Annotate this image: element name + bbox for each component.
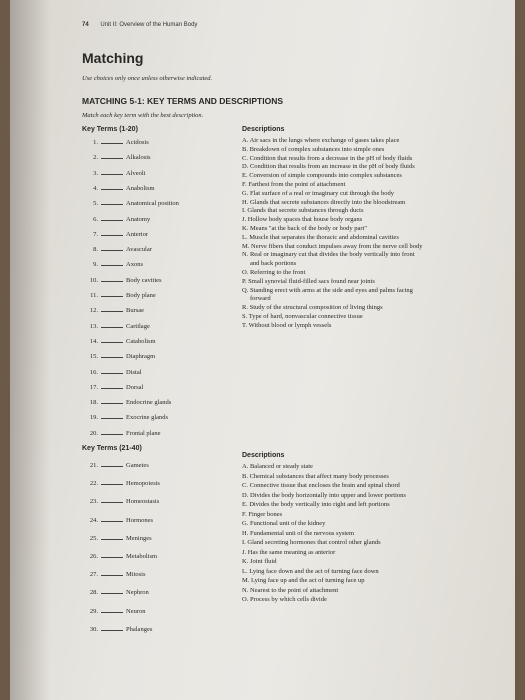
- answer-blank[interactable]: [101, 291, 123, 297]
- answer-blank[interactable]: [101, 215, 123, 221]
- term-label: Anabolism: [126, 184, 155, 192]
- term-label: Hormones: [126, 516, 154, 524]
- term-row: [82, 588, 149, 596]
- description-item: Q. Standing erect with arms at the side and eyes and palms facing: [242, 286, 413, 294]
- term-row: [82, 230, 148, 238]
- answer-blank[interactable]: [101, 398, 123, 404]
- description-item: D. Divides the body horizontally into upper and lower portions: [242, 491, 406, 499]
- answer-blank[interactable]: [101, 461, 123, 467]
- term-row: [82, 461, 149, 469]
- term-row: [82, 337, 156, 345]
- term-number: 27.: [89, 571, 98, 579]
- term-label: Body cavities: [126, 276, 162, 284]
- term-label: Neuron: [126, 607, 146, 615]
- section-title: MATCHING 5-1: KEY TERMS AND DESCRIPTIONS: [82, 96, 284, 106]
- term-label: Body plane: [126, 292, 156, 299]
- term-row: [82, 352, 155, 360]
- term-number: 12.: [89, 307, 98, 315]
- term-label: Homeostasis: [126, 498, 160, 506]
- description-item: forward: [250, 295, 271, 303]
- description-item: E. Divides the body vertically into right and left portions: [242, 501, 390, 508]
- term-number: 19.: [89, 414, 98, 422]
- term-row: [82, 429, 160, 437]
- term-number: 21.: [89, 462, 98, 469]
- term-row: [82, 138, 149, 146]
- term-row: [82, 153, 151, 161]
- term-row: [82, 607, 146, 615]
- term-number: 8.: [93, 246, 98, 254]
- answer-blank[interactable]: [101, 383, 123, 389]
- term-label: Anterior: [126, 230, 149, 238]
- answer-blank[interactable]: [101, 169, 123, 175]
- term-row: [82, 322, 150, 330]
- answer-blank[interactable]: [101, 570, 123, 576]
- term-row: [82, 625, 152, 633]
- answer-blank[interactable]: [101, 322, 123, 328]
- term-number: 30.: [89, 625, 98, 633]
- term-label: Bursae: [126, 307, 145, 315]
- term-label: Dorsal: [126, 383, 144, 391]
- term-label: Avascular: [126, 246, 152, 254]
- description-item: T. Without blood or lymph vessels: [242, 321, 332, 329]
- term-number: 16.: [89, 368, 98, 376]
- answer-blank[interactable]: [101, 429, 123, 435]
- description-item: S. Type of hard, nonvascular connective tissue: [242, 313, 363, 320]
- term-number: 15.: [89, 353, 98, 361]
- term-label: Metabolism: [126, 553, 158, 560]
- term-number: 26.: [89, 553, 98, 560]
- section-instructions: Match each key term with the best description.: [82, 112, 204, 119]
- description-item: A. Balanced or steady state: [242, 463, 313, 470]
- answer-blank[interactable]: [101, 352, 123, 358]
- description-item: H. Fundamental unit of the nervous system: [242, 529, 355, 537]
- term-label: Gametes: [126, 462, 149, 469]
- descriptions-heading-1: Descriptions: [242, 126, 285, 133]
- page-title: Matching: [82, 50, 144, 66]
- description-item: F. Farthest from the point of attachment: [242, 181, 346, 188]
- term-number: 9.: [93, 261, 98, 269]
- description-item: I. Glands that secrete substances through ducts: [242, 207, 364, 215]
- answer-blank[interactable]: [101, 516, 123, 522]
- term-row: [82, 479, 160, 487]
- description-item: G. Flat surface of a real or imaginary cut through the body: [242, 189, 394, 197]
- term-number: 2.: [93, 154, 98, 162]
- description-item: K. Joint fluid: [242, 558, 277, 565]
- term-number: 10.: [89, 276, 98, 284]
- term-number: 7.: [93, 230, 98, 238]
- page-header: [82, 22, 197, 28]
- term-number: 22.: [89, 480, 98, 488]
- answer-blank[interactable]: [101, 534, 123, 540]
- terms-heading-2: Key Terms (21-40): [82, 445, 142, 452]
- answer-blank[interactable]: [101, 184, 123, 190]
- term-number: 25.: [89, 534, 98, 542]
- descriptions-heading-2: Descriptions: [242, 452, 285, 459]
- term-label: Meninges: [126, 534, 152, 542]
- description-item: C. Connective tissue that encloses the brain and spinal chord: [242, 482, 400, 489]
- term-row: [82, 291, 156, 299]
- answer-blank[interactable]: [101, 607, 123, 613]
- term-label: Nephron: [126, 589, 149, 597]
- terms-heading-1: Key Terms (1-20): [82, 126, 138, 133]
- term-label: Catabolism: [126, 337, 156, 345]
- answer-blank[interactable]: [101, 413, 123, 419]
- description-item: B. Chemical substances that affect many body processes: [242, 472, 389, 480]
- answer-blank[interactable]: [101, 276, 123, 282]
- page-number: 74: [82, 22, 89, 28]
- description-item: D. Condition that results from an increase in the pH of body fluids: [242, 163, 415, 171]
- term-row: [82, 306, 144, 314]
- description-item: F. Finger bones: [242, 510, 283, 518]
- term-row: [82, 368, 142, 376]
- workbook-page: [10, 0, 515, 700]
- term-label: Acidosis: [126, 139, 149, 146]
- term-row: [82, 169, 146, 177]
- description-item: O. Referring to the front: [242, 269, 306, 276]
- term-row: [82, 184, 155, 192]
- term-number: 18.: [89, 399, 98, 407]
- description-item: L. Lying face down and the act of turning face down: [242, 567, 379, 575]
- term-label: Cartilage: [126, 322, 150, 330]
- answer-blank[interactable]: [101, 230, 123, 236]
- term-label: Alveoli: [126, 169, 146, 177]
- term-number: 24.: [89, 516, 98, 524]
- answer-blank[interactable]: [101, 479, 123, 485]
- answer-blank[interactable]: [101, 153, 123, 159]
- term-label: Hemopoiesis: [126, 480, 160, 488]
- term-label: Distal: [126, 368, 142, 376]
- description-item: H. Glands that secrete substances directly into the bloodstream: [242, 198, 406, 206]
- term-number: 13.: [89, 322, 98, 330]
- description-item: J. Has the same meaning as anterior: [242, 548, 336, 556]
- term-number: 1.: [93, 139, 98, 146]
- description-item: and back portions: [250, 260, 297, 268]
- answer-blank[interactable]: [101, 497, 123, 503]
- description-item: G. Functional unit of the kidney: [242, 520, 326, 527]
- answer-blank[interactable]: [101, 245, 123, 251]
- description-item: B. Breakdown of complex substances into simple ones: [242, 145, 385, 153]
- description-item: E. Conversion of simple compounds into complex substances: [242, 172, 402, 180]
- term-number: 4.: [93, 184, 98, 192]
- term-row: [82, 383, 143, 391]
- answer-blank[interactable]: [101, 588, 123, 594]
- term-label: Axons: [126, 261, 143, 269]
- answer-blank[interactable]: [101, 199, 123, 205]
- term-label: Phalanges: [126, 625, 153, 633]
- term-label: Diaphragm: [126, 353, 156, 361]
- term-number: 20.: [89, 429, 98, 437]
- general-instructions: Use choices only once unless otherwise indicated.: [82, 75, 213, 82]
- term-label: Anatomical position: [126, 200, 179, 208]
- description-item: J. Hollow body spaces that house body organs: [242, 216, 363, 224]
- term-row: [82, 398, 171, 406]
- answer-blank[interactable]: [101, 306, 123, 312]
- term-row: [82, 276, 162, 284]
- term-number: 6.: [93, 215, 98, 223]
- term-number: 14.: [89, 337, 98, 345]
- description-item: I. Gland secreting hormones that control other glands: [242, 539, 381, 546]
- description-item: M. Lying face up and the act of turning face up: [242, 577, 365, 584]
- unit-title: Unit II: Overview of the Human Body: [100, 22, 198, 28]
- term-label: Alkalosis: [126, 154, 151, 162]
- term-number: 29.: [89, 607, 98, 615]
- answer-blank[interactable]: [101, 552, 123, 558]
- answer-blank[interactable]: [101, 368, 123, 374]
- term-row: [82, 570, 146, 578]
- term-row: [82, 215, 150, 223]
- page-binding-shadow: [10, 0, 50, 700]
- term-row: [82, 534, 152, 542]
- term-row: [82, 245, 152, 253]
- answer-blank[interactable]: [101, 337, 123, 343]
- term-row: [82, 552, 157, 560]
- description-item: L. Muscle that separates the thoracic and abdominal cavities: [242, 233, 399, 241]
- term-label: Frontal plane: [126, 429, 161, 437]
- term-label: Mitosis: [126, 571, 146, 579]
- description-item: P. Small synovial fluid-filled sacs found near joints: [242, 277, 375, 285]
- answer-blank[interactable]: [101, 138, 123, 144]
- description-item: N. Nearest to the point of attachment: [242, 586, 339, 594]
- description-item: M. Nerve fibers that conduct impulses away from the nerve cell body: [242, 242, 423, 250]
- term-number: 5.: [93, 200, 98, 208]
- term-row: [82, 260, 143, 268]
- term-label: Exocrine glands: [126, 414, 169, 422]
- term-row: [82, 199, 179, 207]
- term-row: [82, 516, 153, 524]
- term-number: 17.: [89, 383, 98, 391]
- description-item: N. Real or imaginary cut that divides the body vertically into front: [242, 251, 415, 259]
- answer-blank[interactable]: [101, 260, 123, 266]
- term-number: 3.: [93, 169, 98, 177]
- description-item: A. Air sacs in the lungs where exchange of gases takes place: [242, 137, 400, 144]
- description-item: C. Condition that results from a decrease in the pH of body fluids: [242, 154, 413, 162]
- answer-blank[interactable]: [101, 625, 123, 631]
- term-label: Anatomy: [126, 215, 151, 223]
- term-number: 28.: [89, 589, 98, 597]
- term-label: Endocrine glands: [126, 399, 172, 407]
- term-row: [82, 497, 159, 505]
- term-number: 23.: [89, 498, 98, 506]
- term-number: 11.: [90, 292, 98, 299]
- term-row: [82, 413, 168, 421]
- description-item: O. Process by which cells divide: [242, 596, 327, 603]
- description-item: R. Study of the structural composition of living things: [242, 304, 383, 312]
- description-item: K. Means "at the back of the body or body part": [242, 225, 367, 232]
